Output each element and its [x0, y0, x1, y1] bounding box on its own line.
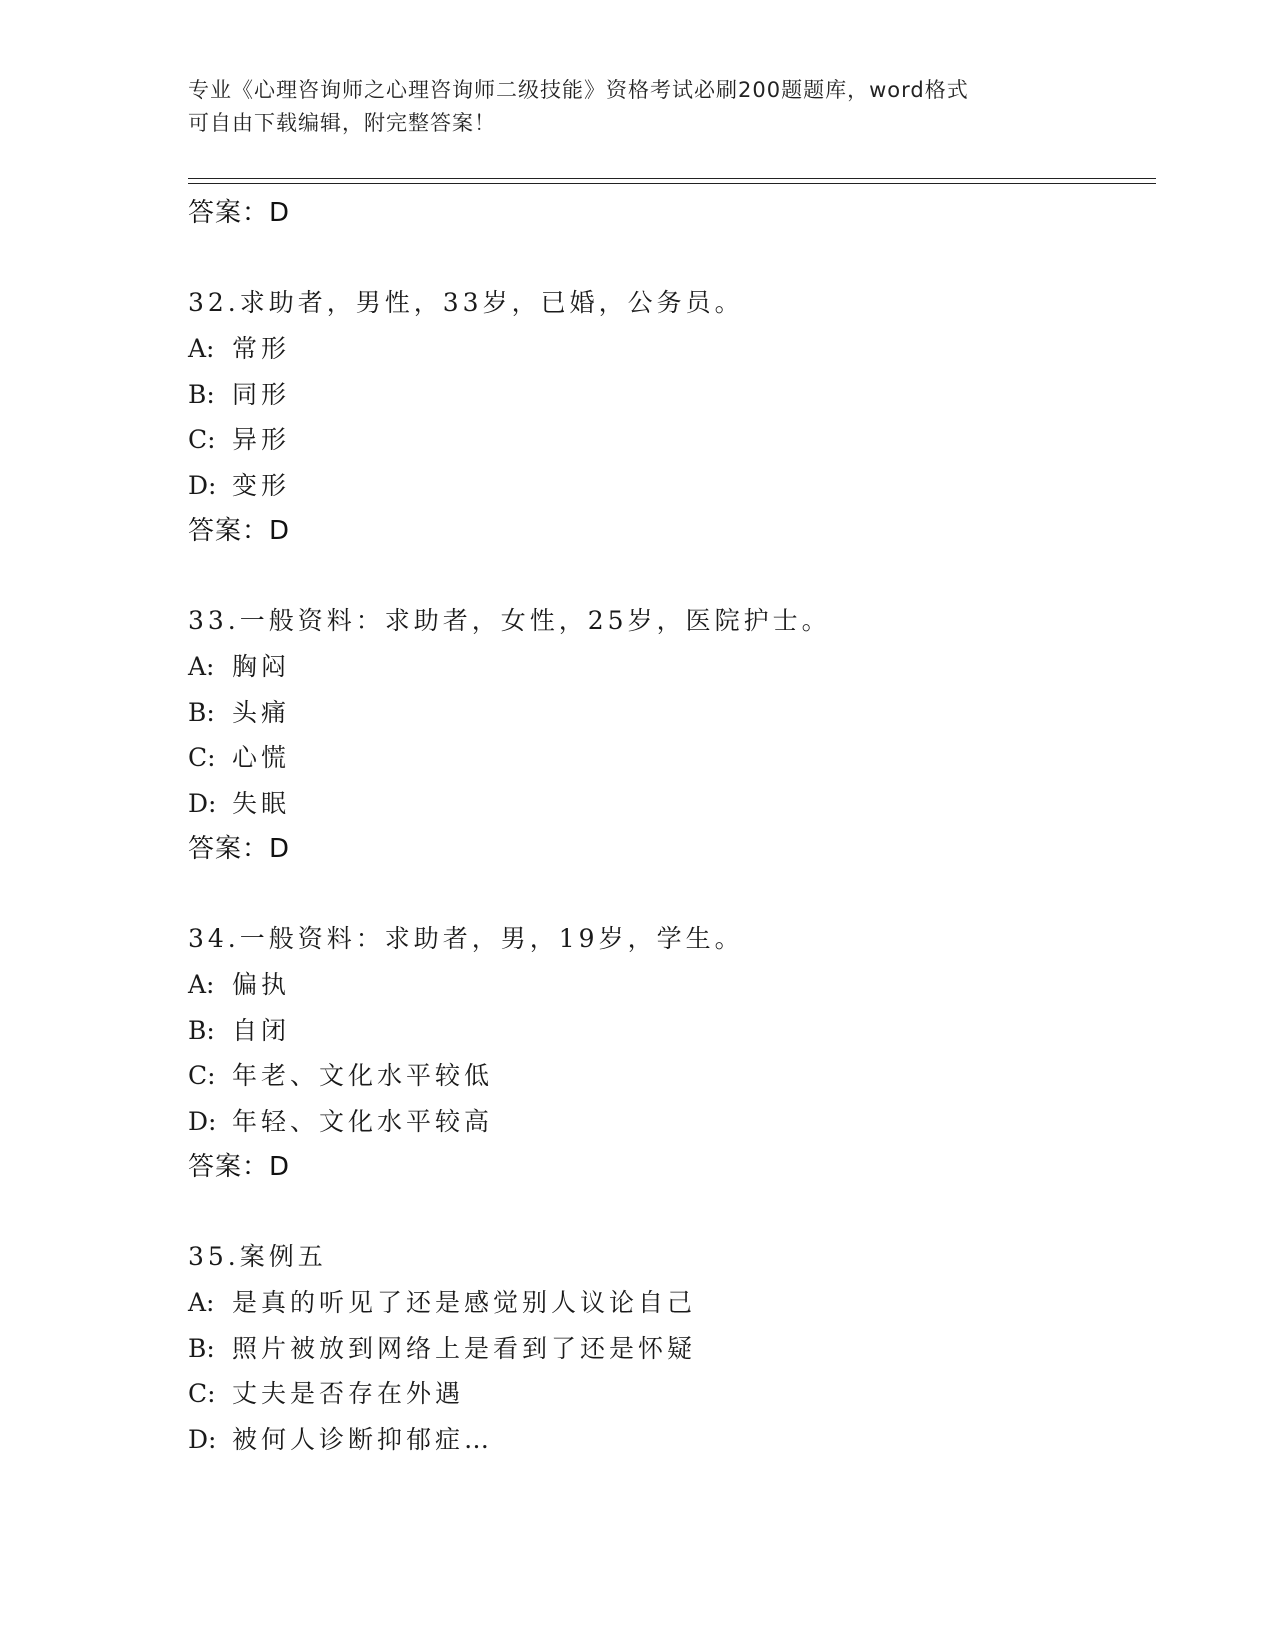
- option-b: [188, 690, 1148, 736]
- option-key: B:: [188, 1333, 215, 1363]
- option-text: 偏执: [232, 970, 291, 999]
- option-text: 被何人诊断抑郁症…: [232, 1424, 494, 1454]
- option-b: [188, 1008, 1148, 1054]
- option-key: B:: [188, 379, 215, 409]
- option-c: [188, 417, 1148, 463]
- option-key: D:: [188, 470, 217, 500]
- question-stem: 33.一般资料：求助者，女性，25岁，医院护士。: [188, 606, 831, 635]
- option-d: [188, 1099, 1148, 1145]
- question-stem: 34.一般资料：求助者，男，19岁，学生。: [188, 924, 744, 953]
- option-a: [188, 1280, 1148, 1326]
- option-key: A:: [188, 1288, 215, 1317]
- option-d: [188, 1417, 1148, 1463]
- header-rule-bottom: [188, 183, 1156, 184]
- option-text: 自闭: [232, 1015, 291, 1045]
- answer-line: 答案：D: [188, 516, 291, 546]
- header-rule-top: [188, 178, 1156, 179]
- option-c: [188, 1371, 1148, 1417]
- header-line-1: 专业《心理咨询师之心理咨询师二级技能》资格考试必刷200题题库，word格式: [188, 78, 969, 102]
- option-c: [188, 735, 1148, 781]
- answer-line: 答案：D: [188, 1152, 291, 1182]
- option-text: 变形: [232, 470, 291, 500]
- option-key: D:: [188, 1424, 217, 1454]
- header-line-2: 可自由下载编辑，附完整答案！: [188, 111, 496, 135]
- option-text: 失眠: [232, 788, 291, 818]
- question-block: [188, 598, 1148, 872]
- option-key: D:: [188, 788, 217, 818]
- option-text: 头痛: [232, 697, 291, 727]
- option-text: 是真的听见了还是感觉别人议论自己: [232, 1288, 697, 1317]
- option-a: [188, 326, 1148, 372]
- document-header: [188, 74, 1088, 140]
- option-key: A:: [188, 652, 215, 681]
- answer-line: 答案：D: [188, 834, 291, 864]
- option-text: 丈夫是否存在外遇: [232, 1379, 465, 1408]
- option-d: [188, 781, 1148, 827]
- option-key: C:: [188, 743, 216, 772]
- option-text: 年老、文化水平较低: [232, 1061, 494, 1090]
- question-block: [188, 1234, 1148, 1462]
- option-text: 心慌: [232, 743, 291, 772]
- option-c: [188, 1053, 1148, 1099]
- question-block: [188, 280, 1148, 554]
- option-text: 年轻、文化水平较高: [232, 1106, 494, 1136]
- option-text: 照片被放到网络上是看到了还是怀疑: [232, 1333, 697, 1363]
- option-a: [188, 644, 1148, 690]
- option-key: C:: [188, 1379, 216, 1408]
- option-a: [188, 962, 1148, 1008]
- option-key: C:: [188, 425, 216, 454]
- option-text: 胸闷: [232, 652, 291, 681]
- option-key: B:: [188, 697, 215, 727]
- option-text: 异形: [232, 425, 291, 454]
- option-key: B:: [188, 1015, 215, 1045]
- question-stem: 32.求助者，男性，33岁，已婚，公务员。: [188, 288, 744, 317]
- question-stem: 35.案例五: [188, 1242, 327, 1271]
- answer-line: 答案：D: [188, 198, 291, 228]
- option-b: [188, 372, 1148, 418]
- option-key: D:: [188, 1106, 217, 1136]
- option-key: A:: [188, 334, 215, 363]
- question-list: [188, 190, 1148, 1462]
- option-b: [188, 1326, 1148, 1372]
- option-key: C:: [188, 1061, 216, 1090]
- option-d: [188, 463, 1148, 509]
- option-text: 同形: [232, 379, 291, 409]
- option-key: A:: [188, 970, 215, 999]
- question-block: [188, 916, 1148, 1190]
- option-text: 常形: [232, 334, 291, 363]
